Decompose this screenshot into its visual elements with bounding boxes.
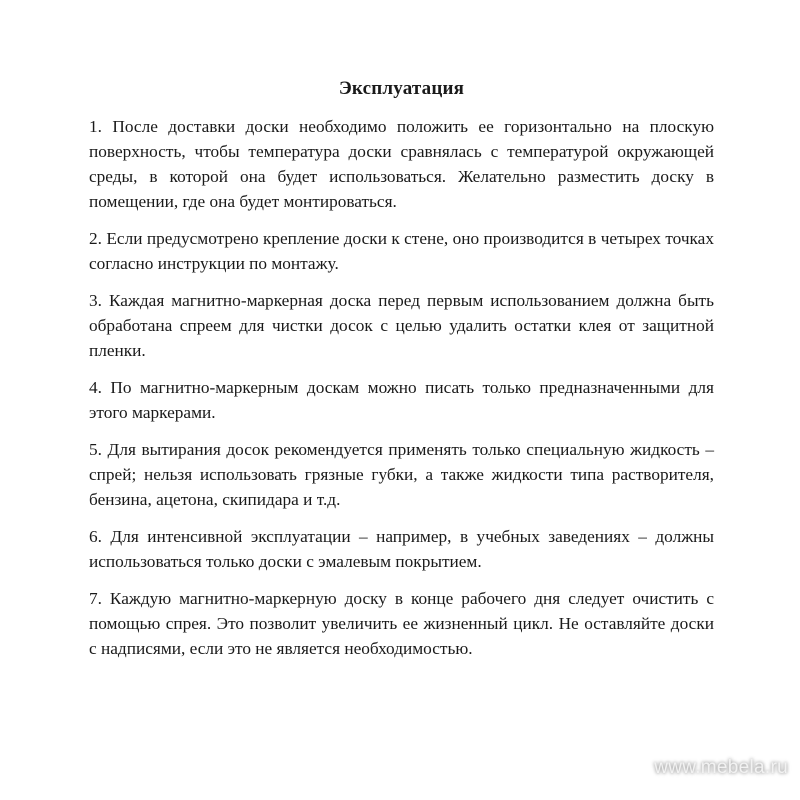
paragraph-1: 1. После доставки доски необходимо положить ее горизонтально на плоскую поверхность, чтобы температура доски сравнялась с температурой окружающей среды, в которой она будет использоваться. Желательно разместить доску в помещении, где она будет монтироваться. xyxy=(89,117,714,211)
paragraph-5: 5. Для вытирания досок рекомендуется применять только специальную жидкость – спрей; нельзя использовать грязные губки, а также жидкости типа растворителя, бензина, ацетона, скипидара и т.д. xyxy=(89,440,714,509)
paragraph-6: 6. Для интенсивной эксплуатации – например, в учебных заведениях – должны использоваться только доски с эмалевым покрытием. xyxy=(89,527,714,571)
paragraph-3: 3. Каждая магнитно-маркерная доска перед первым использованием должна быть обработана спреем для чистки досок с целью удалить остатки клея от защитной пленки. xyxy=(89,291,714,360)
paragraph-7: 7. Каждую магнитно-маркерную доску в конце рабочего дня следует очистить с помощью спрея. Это позволит увеличить ее жизненный цикл. Не оставляйте доски с надписями, если это не является необходимостью. xyxy=(89,589,714,658)
document-title: Эксплуатация xyxy=(338,78,465,99)
document xyxy=(89,76,714,673)
watermark: www.mebela.ru xyxy=(654,757,788,778)
paragraph-2: 2. Если предусмотрено крепление доски к стене, оно производится в четырех точках согласно инструкции по монтажу. xyxy=(89,229,714,273)
paragraph-4: 4. По магнитно-маркерным доскам можно писать только предназначенными для этого маркерами. xyxy=(89,378,714,422)
